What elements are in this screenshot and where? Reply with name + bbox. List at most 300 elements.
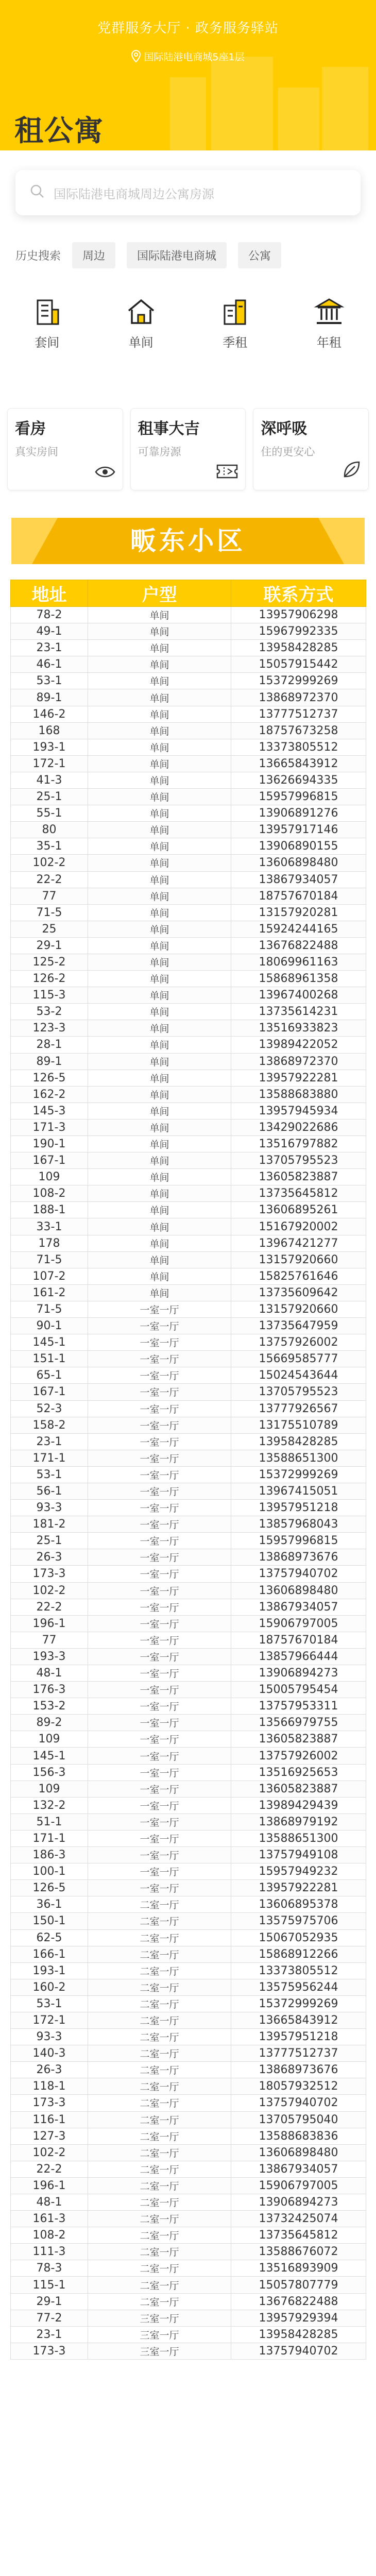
cell-phone[interactable]: 13606895261 bbox=[231, 1202, 366, 1218]
cell-type: 单间 bbox=[88, 1053, 231, 1070]
cell-phone[interactable]: 13906894273 bbox=[231, 1665, 366, 1682]
cell-type: 二室一厅 bbox=[88, 2062, 231, 2078]
table-row bbox=[11, 1599, 366, 1615]
cell-type: 一室一厅 bbox=[88, 1830, 231, 1846]
cell-phone[interactable]: 13588683880 bbox=[231, 1086, 366, 1103]
cell-type: 二室一厅 bbox=[88, 2260, 231, 2277]
cell-phone[interactable]: 15167920002 bbox=[231, 1218, 366, 1235]
cell-address: 46-1 bbox=[11, 656, 88, 673]
cell-phone[interactable]: 13157920660 bbox=[231, 1301, 366, 1317]
cell-address: 140-3 bbox=[11, 2045, 88, 2062]
cell-type: 二室一厅 bbox=[88, 2111, 231, 2128]
table-row bbox=[11, 1318, 366, 1334]
cell-phone[interactable]: 13867934057 bbox=[231, 1599, 366, 1615]
cell-phone[interactable]: 13957951218 bbox=[231, 1500, 366, 1516]
cell-address: 126-2 bbox=[11, 971, 88, 987]
cell-phone[interactable]: 13957906298 bbox=[231, 607, 366, 623]
cell-phone[interactable]: 13757940702 bbox=[231, 2095, 366, 2111]
cell-address: 48-1 bbox=[11, 1665, 88, 1682]
cell-phone[interactable]: 13957951218 bbox=[231, 2029, 366, 2045]
cell-phone[interactable]: 13757940702 bbox=[231, 1566, 366, 1582]
cell-type: 单间 bbox=[88, 838, 231, 855]
cell-type: 一室一厅 bbox=[88, 1318, 231, 1334]
cell-phone[interactable]: 13606898480 bbox=[231, 1582, 366, 1599]
card-title: 看房 bbox=[15, 420, 46, 438]
cell-phone[interactable]: 13575975706 bbox=[231, 1913, 366, 1929]
cell-phone[interactable]: 13735645812 bbox=[231, 2227, 366, 2244]
ticket-icon bbox=[216, 464, 238, 481]
cell-phone[interactable]: 15957996815 bbox=[231, 789, 366, 805]
cell-address: 108-2 bbox=[11, 1185, 88, 1202]
cell-address: 167-1 bbox=[11, 1153, 88, 1169]
table-row bbox=[11, 1185, 366, 1202]
cell-phone[interactable]: 18757673258 bbox=[231, 722, 366, 739]
cell-phone[interactable]: 13777926567 bbox=[231, 1400, 366, 1417]
cell-type: 一室一厅 bbox=[88, 1351, 231, 1367]
cell-type: 一室一厅 bbox=[88, 1417, 231, 1433]
cell-address: 80 bbox=[11, 822, 88, 838]
column-header-address: 地址 bbox=[11, 580, 88, 607]
eye-icon bbox=[95, 465, 115, 481]
cell-phone[interactable]: 15669585777 bbox=[231, 1351, 366, 1367]
category-single-room[interactable] bbox=[94, 296, 189, 350]
card-title: 租事大吉 bbox=[138, 420, 200, 438]
cell-address: 145-1 bbox=[11, 1334, 88, 1351]
cell-type: 单间 bbox=[88, 1103, 231, 1119]
table-row bbox=[11, 739, 366, 755]
cell-address: 23-1 bbox=[11, 1433, 88, 1450]
table-row bbox=[11, 1053, 366, 1070]
cell-phone[interactable]: 13757949108 bbox=[231, 1847, 366, 1863]
cell-address: 132-2 bbox=[11, 1797, 88, 1814]
table-row bbox=[11, 755, 366, 772]
cell-type: 单间 bbox=[88, 689, 231, 706]
table-row bbox=[11, 656, 366, 673]
cell-phone[interactable]: 15906797005 bbox=[231, 2177, 366, 2194]
cell-address: 78-2 bbox=[11, 607, 88, 623]
table-row bbox=[11, 1896, 366, 1913]
cell-type: 一室一厅 bbox=[88, 1433, 231, 1450]
cell-phone[interactable]: 13626694335 bbox=[231, 772, 366, 788]
table-row bbox=[11, 789, 366, 805]
cell-phone[interactable]: 13705795523 bbox=[231, 1153, 366, 1169]
table-row bbox=[11, 673, 366, 689]
cell-phone[interactable]: 13777512737 bbox=[231, 706, 366, 722]
cell-phone[interactable]: 15067052935 bbox=[231, 1929, 366, 1946]
cell-type: 一室一厅 bbox=[88, 1450, 231, 1466]
cell-phone[interactable]: 15868912266 bbox=[231, 1946, 366, 1962]
cell-type: 一室一厅 bbox=[88, 1582, 231, 1599]
cell-phone[interactable]: 13989422052 bbox=[231, 1037, 366, 1053]
cell-address: 25 bbox=[11, 921, 88, 937]
cell-phone[interactable]: 13957945934 bbox=[231, 1103, 366, 1119]
cell-address: 29-1 bbox=[11, 2293, 88, 2310]
cell-phone[interactable]: 13575956244 bbox=[231, 1979, 366, 1995]
table-row bbox=[11, 855, 366, 871]
category-yearly[interactable] bbox=[282, 296, 376, 350]
table-row bbox=[11, 937, 366, 954]
cell-type: 二室一厅 bbox=[88, 1946, 231, 1962]
cell-type: 一室一厅 bbox=[88, 1748, 231, 1764]
table-row bbox=[11, 1863, 366, 1880]
cell-type: 三室一厅 bbox=[88, 2310, 231, 2326]
category-quarterly[interactable] bbox=[188, 296, 282, 350]
cell-phone[interactable]: 13967415051 bbox=[231, 1483, 366, 1499]
cell-type: 一室一厅 bbox=[88, 1863, 231, 1880]
listing-table bbox=[10, 580, 366, 2360]
cell-address: 25-1 bbox=[11, 1533, 88, 1549]
cell-phone[interactable]: 18057932512 bbox=[231, 2078, 366, 2095]
cell-phone[interactable]: 13868972370 bbox=[231, 689, 366, 706]
cell-phone[interactable]: 13516797882 bbox=[231, 1136, 366, 1153]
cell-address: 153-2 bbox=[11, 1698, 88, 1715]
cell-phone[interactable]: 13605823887 bbox=[231, 1781, 366, 1797]
cell-address: 93-3 bbox=[11, 2029, 88, 2045]
cell-phone[interactable]: 13757953311 bbox=[231, 1698, 366, 1715]
card-subtitle: 真实房间 bbox=[15, 446, 58, 458]
cell-phone[interactable]: 13735614231 bbox=[231, 1004, 366, 1020]
cell-address: 156-3 bbox=[11, 1764, 88, 1781]
cell-address: 49-1 bbox=[11, 623, 88, 640]
cell-address: 172-1 bbox=[11, 2012, 88, 2028]
cell-type: 一室一厅 bbox=[88, 1847, 231, 1863]
cell-type: 单间 bbox=[88, 987, 231, 1004]
table-row bbox=[11, 1218, 366, 1235]
table-row bbox=[11, 1549, 366, 1566]
building-silhouette bbox=[170, 77, 206, 150]
cell-phone[interactable]: 13906894273 bbox=[231, 2194, 366, 2211]
cell-phone[interactable]: 13588651300 bbox=[231, 1830, 366, 1846]
table-row bbox=[11, 971, 366, 987]
cell-phone[interactable]: 13373805512 bbox=[231, 1962, 366, 1979]
table-row bbox=[11, 1764, 366, 1781]
cell-phone[interactable]: 13705795523 bbox=[231, 1384, 366, 1400]
history-label: 历史搜索 bbox=[15, 250, 61, 263]
cell-phone[interactable]: 13588676072 bbox=[231, 2244, 366, 2260]
cell-address: 22-2 bbox=[11, 2161, 88, 2177]
cell-phone[interactable]: 15005795454 bbox=[231, 1682, 366, 1698]
cell-phone[interactable]: 13868972370 bbox=[231, 1053, 366, 1070]
category-suite[interactable] bbox=[0, 296, 94, 350]
cell-type: 一室一厅 bbox=[88, 1334, 231, 1351]
card-breathe[interactable] bbox=[253, 408, 369, 490]
cell-phone[interactable]: 13705795040 bbox=[231, 2111, 366, 2128]
cell-address: 71-5 bbox=[11, 904, 88, 921]
office-building-icon bbox=[188, 296, 282, 327]
cell-type: 单间 bbox=[88, 1251, 231, 1268]
cell-phone[interactable]: 13757926002 bbox=[231, 1334, 366, 1351]
cell-type: 一室一厅 bbox=[88, 1367, 231, 1384]
cell-phone[interactable]: 13735609642 bbox=[231, 1284, 366, 1301]
cell-phone[interactable]: 13957929394 bbox=[231, 2310, 366, 2326]
cell-phone[interactable]: 13157920660 bbox=[231, 1251, 366, 1268]
cell-phone[interactable]: 13757926002 bbox=[231, 1748, 366, 1764]
cell-phone[interactable]: 13676822488 bbox=[231, 2293, 366, 2310]
cell-phone[interactable]: 13732425074 bbox=[231, 2211, 366, 2227]
cell-type: 单间 bbox=[88, 1136, 231, 1153]
cell-phone[interactable]: 13566979755 bbox=[231, 1715, 366, 1731]
cell-address: 56-1 bbox=[11, 1483, 88, 1499]
feature-cards bbox=[0, 408, 376, 490]
cell-type: 单间 bbox=[88, 1169, 231, 1185]
cell-address: 26-3 bbox=[11, 1549, 88, 1566]
cell-phone[interactable]: 13665843912 bbox=[231, 755, 366, 772]
cell-phone[interactable]: 13957922281 bbox=[231, 1070, 366, 1086]
building-silhouette bbox=[211, 57, 273, 150]
location-line[interactable] bbox=[0, 49, 376, 65]
table-row bbox=[11, 954, 366, 970]
cell-phone[interactable]: 15825761646 bbox=[231, 1268, 366, 1284]
table-row bbox=[11, 706, 366, 722]
cell-address: 89-1 bbox=[11, 1053, 88, 1070]
cell-type: 单间 bbox=[88, 1070, 231, 1086]
cell-type: 二室一厅 bbox=[88, 2095, 231, 2111]
cell-address: 23-1 bbox=[11, 640, 88, 656]
cell-phone[interactable]: 13868979192 bbox=[231, 1814, 366, 1830]
cell-phone[interactable]: 13429022686 bbox=[231, 1119, 366, 1136]
table-row bbox=[11, 2095, 366, 2111]
cell-type: 三室一厅 bbox=[88, 2343, 231, 2359]
cell-address: 89-2 bbox=[11, 1715, 88, 1731]
cell-address: 127-3 bbox=[11, 2128, 88, 2144]
cell-phone[interactable]: 13906890155 bbox=[231, 838, 366, 855]
house-icon bbox=[94, 296, 189, 327]
table-row bbox=[11, 1483, 366, 1499]
table-row bbox=[11, 2194, 366, 2211]
table-row bbox=[11, 2211, 366, 2227]
cell-type: 二室一厅 bbox=[88, 2211, 231, 2227]
cell-address: 145-1 bbox=[11, 1748, 88, 1764]
cell-address: 77-2 bbox=[11, 2310, 88, 2326]
cell-phone[interactable]: 15957996815 bbox=[231, 1533, 366, 1549]
table-row bbox=[11, 1020, 366, 1037]
cell-phone[interactable]: 13857966444 bbox=[231, 1648, 366, 1665]
cell-address: 71-5 bbox=[11, 1251, 88, 1268]
cell-type: 单间 bbox=[88, 921, 231, 937]
table-row bbox=[11, 2012, 366, 2028]
cell-phone[interactable]: 13989429439 bbox=[231, 1797, 366, 1814]
cell-type: 单间 bbox=[88, 1235, 231, 1251]
table-row bbox=[11, 1136, 366, 1153]
table-row bbox=[11, 1086, 366, 1103]
area-banner bbox=[11, 518, 365, 564]
cell-address: 33-1 bbox=[11, 1218, 88, 1235]
table-row bbox=[11, 2277, 366, 2293]
cell-address: 108-2 bbox=[11, 2227, 88, 2244]
category-label: 单间 bbox=[128, 335, 153, 350]
cell-address: 171-3 bbox=[11, 1119, 88, 1136]
cell-type: 二室一厅 bbox=[88, 2078, 231, 2095]
cell-phone[interactable]: 13588683836 bbox=[231, 2128, 366, 2144]
cell-type: 二室一厅 bbox=[88, 2029, 231, 2045]
cell-phone[interactable]: 13516893909 bbox=[231, 2260, 366, 2277]
cell-phone[interactable]: 13958428285 bbox=[231, 1433, 366, 1450]
cell-phone[interactable]: 15024543644 bbox=[231, 1367, 366, 1384]
cell-address: 111-3 bbox=[11, 2244, 88, 2260]
cell-type: 单间 bbox=[88, 656, 231, 673]
cell-phone[interactable]: 15372999269 bbox=[231, 1466, 366, 1483]
cell-address: 168 bbox=[11, 722, 88, 739]
cell-phone[interactable]: 18757670184 bbox=[231, 1632, 366, 1648]
table-row bbox=[11, 2161, 366, 2177]
cell-address: 176-3 bbox=[11, 1682, 88, 1698]
cell-address: 158-2 bbox=[11, 1417, 88, 1433]
table-row bbox=[11, 1351, 366, 1367]
cell-phone[interactable]: 13606895378 bbox=[231, 1896, 366, 1913]
cell-type: 一室一厅 bbox=[88, 1500, 231, 1516]
cell-phone[interactable]: 13516933823 bbox=[231, 1020, 366, 1037]
cell-address: 23-1 bbox=[11, 2326, 88, 2343]
cell-type: 单间 bbox=[88, 971, 231, 987]
table-row bbox=[11, 1962, 366, 1979]
cell-phone[interactable]: 13665843912 bbox=[231, 2012, 366, 2028]
cell-phone[interactable]: 13606898480 bbox=[231, 855, 366, 871]
cell-phone[interactable]: 18069961163 bbox=[231, 954, 366, 970]
table-row bbox=[11, 888, 366, 904]
cell-address: 93-3 bbox=[11, 1500, 88, 1516]
table-row bbox=[11, 1533, 366, 1549]
cell-phone[interactable]: 15906797005 bbox=[231, 1615, 366, 1632]
cell-phone[interactable]: 13906891276 bbox=[231, 805, 366, 822]
cell-phone[interactable]: 13867934057 bbox=[231, 871, 366, 888]
cell-type: 单间 bbox=[88, 1268, 231, 1284]
cell-phone[interactable]: 13676822488 bbox=[231, 937, 366, 954]
card-subtitle: 可靠房源 bbox=[138, 446, 181, 458]
card-lucky-rent[interactable] bbox=[130, 408, 246, 490]
cell-phone[interactable]: 13516925653 bbox=[231, 1764, 366, 1781]
building-silhouette bbox=[322, 67, 368, 150]
cell-type: 一室一厅 bbox=[88, 1533, 231, 1549]
cell-address: 125-2 bbox=[11, 954, 88, 970]
cell-phone[interactable]: 13605823887 bbox=[231, 1731, 366, 1748]
cell-phone[interactable]: 13735645812 bbox=[231, 1185, 366, 1202]
cell-address: 173-3 bbox=[11, 2095, 88, 2111]
cell-address: 172-1 bbox=[11, 755, 88, 772]
cell-address: 193-3 bbox=[11, 1648, 88, 1665]
table-row bbox=[11, 722, 366, 739]
cell-phone[interactable]: 18757670184 bbox=[231, 888, 366, 904]
cell-address: 160-2 bbox=[11, 1979, 88, 1995]
cell-type: 一室一厅 bbox=[88, 1698, 231, 1715]
cell-phone[interactable]: 13958428285 bbox=[231, 2326, 366, 2343]
cell-phone[interactable]: 15057807779 bbox=[231, 2277, 366, 2293]
card-viewing[interactable] bbox=[7, 408, 123, 490]
cell-type: 一室一厅 bbox=[88, 1731, 231, 1748]
cell-address: 22-2 bbox=[11, 871, 88, 888]
cell-phone[interactable]: 13605823887 bbox=[231, 1169, 366, 1185]
cell-address: 196-1 bbox=[11, 2177, 88, 2194]
history-chip[interactable]: 国际陆港电商城 bbox=[127, 242, 227, 268]
search-bar[interactable] bbox=[15, 170, 361, 215]
table-row bbox=[11, 1566, 366, 1582]
cell-address: 193-1 bbox=[11, 1962, 88, 1979]
cell-type: 二室一厅 bbox=[88, 2012, 231, 2028]
cell-type: 单间 bbox=[88, 937, 231, 954]
cell-address: 102-2 bbox=[11, 1582, 88, 1599]
cell-address: 171-1 bbox=[11, 1830, 88, 1846]
cell-type: 一室一厅 bbox=[88, 1715, 231, 1731]
cell-phone[interactable]: 13957917146 bbox=[231, 822, 366, 838]
cell-address: 51-1 bbox=[11, 1814, 88, 1830]
cell-type: 单间 bbox=[88, 888, 231, 904]
cell-phone[interactable]: 13967400268 bbox=[231, 987, 366, 1004]
cell-phone[interactable]: 15372999269 bbox=[231, 673, 366, 689]
table-row bbox=[11, 1384, 366, 1400]
cell-phone[interactable]: 13735647959 bbox=[231, 1318, 366, 1334]
table-row bbox=[11, 689, 366, 706]
cell-phone[interactable]: 13157920281 bbox=[231, 904, 366, 921]
cell-type: 一室一厅 bbox=[88, 1566, 231, 1582]
cell-address: 26-3 bbox=[11, 2062, 88, 2078]
cell-address: 116-1 bbox=[11, 2111, 88, 2128]
cell-phone[interactable]: 13868973676 bbox=[231, 2062, 366, 2078]
history-chip[interactable]: 周边 bbox=[72, 242, 115, 268]
table-row bbox=[11, 1946, 366, 1962]
cell-phone[interactable]: 15967992335 bbox=[231, 623, 366, 640]
cell-type: 一室一厅 bbox=[88, 1483, 231, 1499]
cell-address: 100-1 bbox=[11, 1863, 88, 1880]
cell-phone[interactable]: 15957949232 bbox=[231, 1863, 366, 1880]
cell-address: 161-3 bbox=[11, 2211, 88, 2227]
cell-phone[interactable]: 13868973676 bbox=[231, 1549, 366, 1566]
table-row bbox=[11, 1715, 366, 1731]
cell-phone[interactable]: 13957922281 bbox=[231, 1880, 366, 1896]
cell-type: 单间 bbox=[88, 1185, 231, 1202]
cell-phone[interactable]: 13606898480 bbox=[231, 2144, 366, 2161]
table-row bbox=[11, 1301, 366, 1317]
table-row bbox=[11, 1682, 366, 1698]
cell-type: 一室一厅 bbox=[88, 1665, 231, 1682]
cell-address: 171-1 bbox=[11, 1450, 88, 1466]
cell-phone[interactable]: 13757940702 bbox=[231, 2343, 366, 2359]
cell-address: 162-2 bbox=[11, 1086, 88, 1103]
cell-type: 一室一厅 bbox=[88, 1781, 231, 1797]
cell-address: 102-2 bbox=[11, 855, 88, 871]
cell-phone[interactable]: 13958428285 bbox=[231, 640, 366, 656]
cell-phone[interactable]: 13857968043 bbox=[231, 1516, 366, 1533]
cell-phone[interactable]: 13777512737 bbox=[231, 2045, 366, 2062]
cell-type: 单间 bbox=[88, 755, 231, 772]
cell-type: 单间 bbox=[88, 954, 231, 970]
table-row bbox=[11, 2128, 366, 2144]
cell-phone[interactable]: 13588651300 bbox=[231, 1450, 366, 1466]
history-chip[interactable]: 公寓 bbox=[238, 242, 281, 268]
cell-phone[interactable]: 13867934057 bbox=[231, 2161, 366, 2177]
table-row bbox=[11, 838, 366, 855]
cell-phone[interactable]: 13967421277 bbox=[231, 1235, 366, 1251]
table-row bbox=[11, 2045, 366, 2062]
cell-phone[interactable]: 15924244165 bbox=[231, 921, 366, 937]
cell-type: 一室一厅 bbox=[88, 1615, 231, 1632]
cell-address: 190-1 bbox=[11, 1136, 88, 1153]
cell-phone[interactable]: 15372999269 bbox=[231, 1995, 366, 2012]
table-row bbox=[11, 1450, 366, 1466]
cell-address: 52-3 bbox=[11, 1400, 88, 1417]
cell-phone[interactable]: 13175510789 bbox=[231, 1417, 366, 1433]
cell-phone[interactable]: 15057915442 bbox=[231, 656, 366, 673]
table-row bbox=[11, 1781, 366, 1797]
cell-address: 188-1 bbox=[11, 1202, 88, 1218]
cell-type: 一室一厅 bbox=[88, 1814, 231, 1830]
cell-address: 89-1 bbox=[11, 689, 88, 706]
cell-type: 二室一厅 bbox=[88, 2161, 231, 2177]
cell-phone[interactable]: 13373805512 bbox=[231, 739, 366, 755]
table-row bbox=[11, 1251, 366, 1268]
cell-type: 单间 bbox=[88, 789, 231, 805]
cell-address: 22-2 bbox=[11, 1599, 88, 1615]
cell-type: 二室一厅 bbox=[88, 2194, 231, 2211]
cell-phone[interactable]: 15868961358 bbox=[231, 971, 366, 987]
